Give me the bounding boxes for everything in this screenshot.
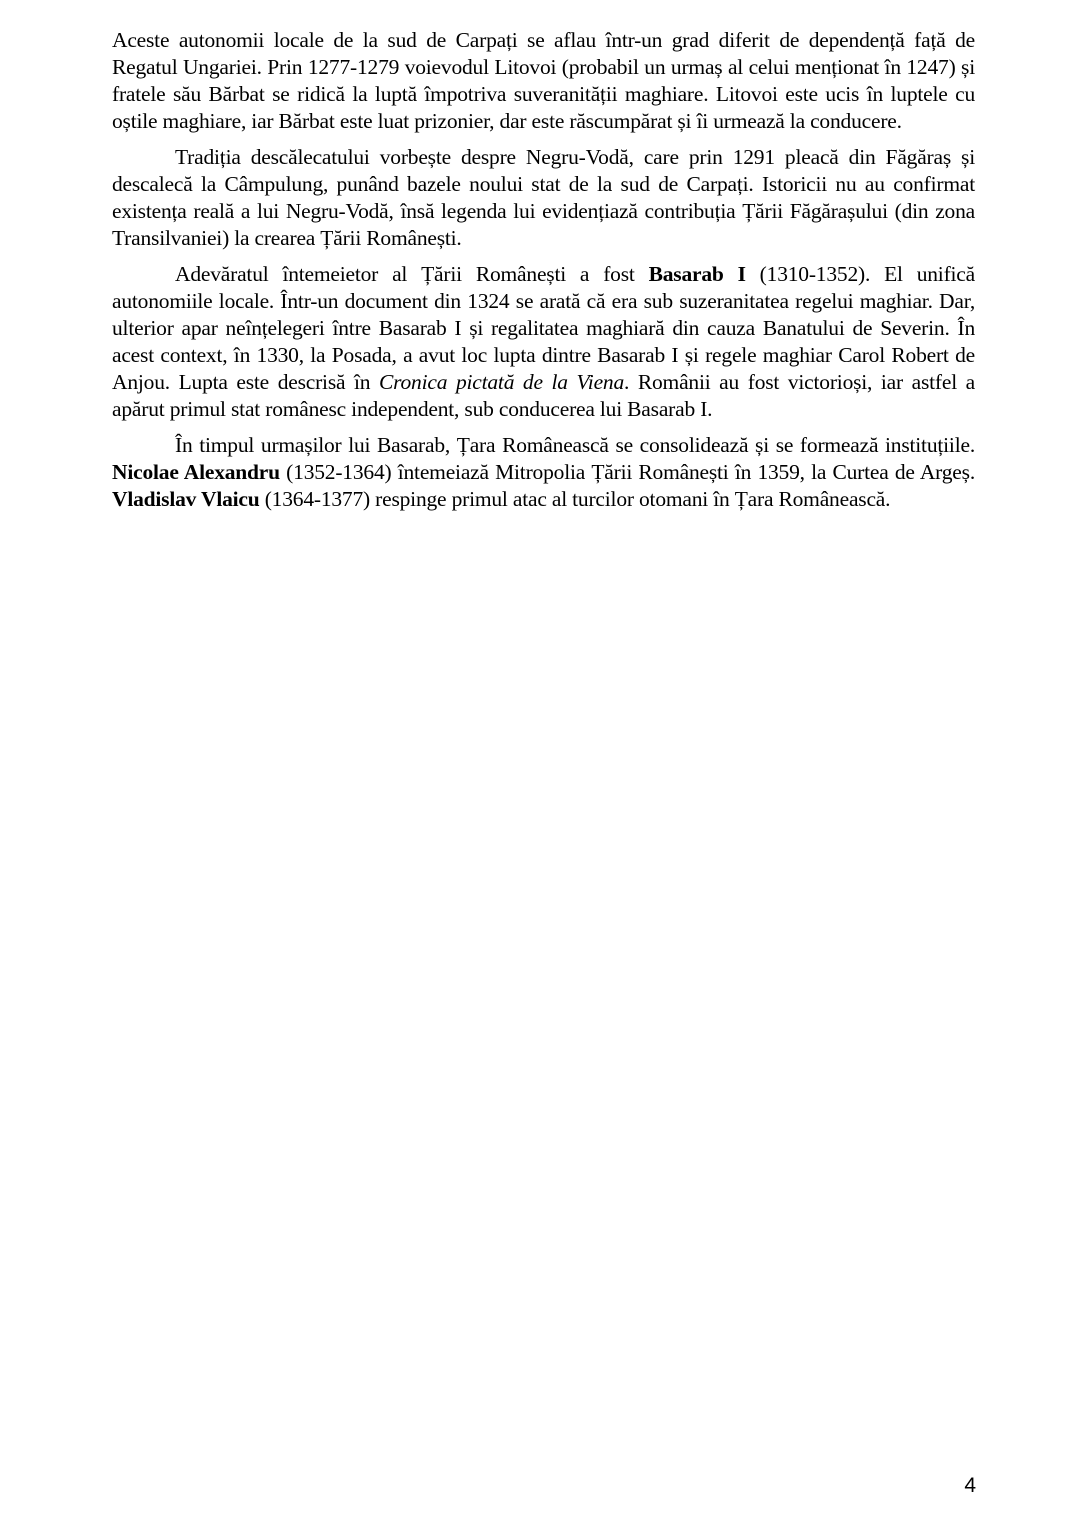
text-run-bold: Vladislav Vlaicu [112,487,260,511]
document-body [112,27,975,522]
text-run: În timpul urmașilor lui Basarab, Țara Românească se consolidează și se formează instituțiile. [175,433,975,457]
paragraph [112,432,975,513]
text-run-bold: Nicolae Alexandru [112,460,280,484]
paragraph [112,261,975,423]
text-run-italic: Cronica pictată de la Viena [379,370,625,394]
page-number: 4 [964,1474,976,1497]
paragraph [112,27,975,135]
text-run: (1352-1364) întemeiază Mitropolia Țării Românești în 1359, la Curtea de Argeș. [279,460,975,484]
text-run: (1364-1377) respinge primul atac al turcilor otomani în Țara Românească. [259,487,891,511]
text-run: . Românii au fost victorioși, iar astfel a apărut primul stat românesc independent, sub conducerea lui Basarab I. [112,370,976,421]
text-run: Aceste autonomii locale de la sud de Carpați se aflau într-un grad diferit de dependență față de Regatul Ungariei. Prin 1277-1279 voievodul Litovoi (probabil un urmaș al celui menționat în 1247) și fratele său Bărbat se ridică la luptă împotriva suveranității maghiare. Litovoi este ucis în luptele cu oștile maghiare, iar Bărbat este luat prizonier, dar este răscumpărat și îi urmează la conducere. [112,28,975,133]
text-run: Adevăratul întemeietor al Țării Românești a fost [175,262,649,286]
paragraph [112,144,975,252]
text-run: Tradiția descălecatului vorbește despre Negru-Vodă, care prin 1291 pleacă din Făgăraș și descalecă la Câmpulung, punând bazele noului stat de la sud de Carpați. Istoricii nu au confirmat existența reală a lui Negru-Vodă, însă legenda lui evidențiază contribuția Țării Făgărașului (din zona Transilvaniei) la crearea Țării Românești. [112,145,975,250]
text-run: (1310-1352). El unifică autonomiile locale. Într-un document din 1324 se arată că era sub suzeranitatea regelui maghiar. Dar, ulterior apar neînțelegeri între Basarab I și regalitatea maghiară din cauza Banatului de Severin. În acest context, în 1330, la Posada, a avut loc lupta dintre Basarab I și regele maghiar Carol Robert de Anjou. Lupta este descrisă în [112,262,975,394]
text-run-bold: Basarab I [648,262,746,286]
